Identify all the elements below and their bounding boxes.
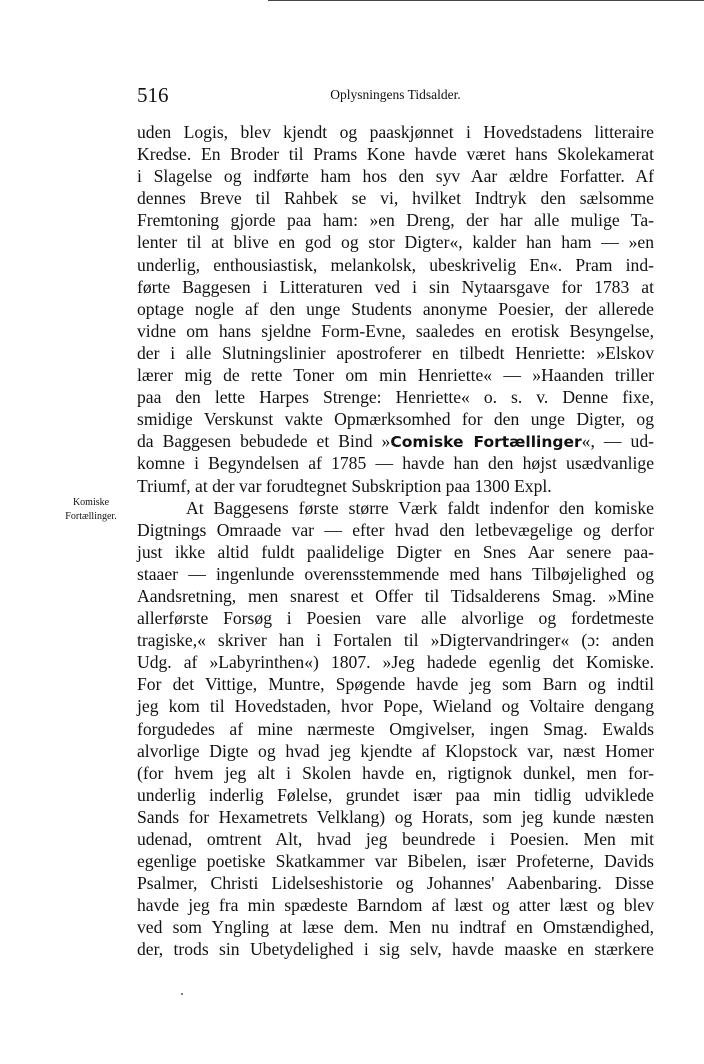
text-line: smidige Verskunst vakte Opmærksomhed for den unge Digter, og xyxy=(137,409,654,430)
text-line: jeg kom til Hovedstaden, hvor Pope, Wieland og Voltaire dengang xyxy=(137,696,654,717)
text-line: der i alle Slutningslinier apostroferer en tilbedt Henriette: »Elskov xyxy=(137,342,654,363)
text-line: underlig inderlig Følelse, grundet især paa min tidlig udviklede xyxy=(137,784,654,805)
margin-note-line: Fortællinger. xyxy=(65,511,117,522)
text-line: allerførste Forsøg i Poesien vare alle alvorlige og fordetmeste xyxy=(137,608,654,629)
text-segment: «, — ud- xyxy=(581,431,654,452)
text-segment: da Baggesen bebudede et Bind » xyxy=(137,431,391,452)
text-line: Triumf, at der var forudtegnet Subskription paa 1300 Expl. xyxy=(137,475,552,496)
running-title: Oplysningens Tidsalder. xyxy=(330,87,461,102)
text-line: forgudedes af mine nærmeste Omgivelser, ingen Smag. Ewalds xyxy=(137,718,654,739)
text-line: førte Baggesen i Litteraturen ved i sin Nytaarsgave for 1783 at xyxy=(137,276,654,297)
text-line: For det Vittige, Muntre, Spøgende havde jeg som Barn og indtil xyxy=(137,674,654,695)
text-line: tragiske,« skriver han i Fortalen til »Digtervandringer« (ɔ: anden xyxy=(137,630,654,651)
text-line: Fremtoning gjorde paa ham: »en Dreng, der har alle mulige Ta- xyxy=(137,210,654,231)
paper-speck xyxy=(181,993,183,995)
text-line: Aandsretning, men snarest et Offer til Tidsalderens Smag. »Mine xyxy=(137,585,654,606)
text-line: alvorlige Digte og hvad jeg kjendte af Klopstock var, næst Homer xyxy=(137,740,654,761)
text-line: uden Logis, blev kjendt og paaskjønnet i Hovedstadens litteraire xyxy=(137,122,654,142)
text-line xyxy=(137,430,654,452)
text-line: egenlige poetiske Skatkammer var Bibelen, især Profeterne, Davids xyxy=(137,851,654,872)
text-line: der, trods sin Ubetydelighed i sig selv, havde maaske en stærkere xyxy=(137,939,654,960)
margin-note xyxy=(50,496,132,524)
text-line: just ikke altid fuldt paalidelige Digter en Snes Aar senere paa- xyxy=(137,541,654,562)
text-line: vidne om hans sjeldne Form-Evne, saaledes en erotisk Besyngelse, xyxy=(137,320,654,341)
text-line: (for hvem jeg alt i Skolen havde en, rigtignok dunkel, men for- xyxy=(137,762,654,783)
page-number: 516 xyxy=(137,83,169,107)
text-line: ved som Yngling at læse dem. Men nu indtraf en Omstændighed, xyxy=(137,917,654,938)
book-title-emphasis: Comiske Fortællinger xyxy=(390,433,582,452)
text-line: staaer — ingenlunde overensstemmende med hans Tilbøjelighed og xyxy=(137,563,654,584)
text-line: Digtnings Omraade var — efter hvad den letbevægelige og derfor xyxy=(137,519,654,540)
paragraph-start-line: At Baggesens første større Værk faldt indenfor den komiske xyxy=(186,497,654,518)
text-line: lenter til at blive en god og stor Digter«, kalder han ham — »en xyxy=(137,232,654,253)
text-line: i Slagelse og indførte ham hos den syv Aar ældre Forfatter. Af xyxy=(137,166,654,187)
text-line: paa den lette Harpes Strenge: Henriette« o. s. v. Denne fixe, xyxy=(137,387,654,408)
top-rule xyxy=(268,0,704,1)
text-line: komne i Begyndelsen af 1785 — havde han den højst usædvanlige xyxy=(137,453,654,474)
text-line: udenad, omtrent Alt, hvad jeg beundrede i Poesien. Men mit xyxy=(137,829,654,849)
text-line: dennes Breve til Rahbek se vi, hvilket Indtryk den sælsomme xyxy=(137,188,654,209)
text-line: Psalmer, Christi Lidelseshistorie og Johannes' Aabenbaring. Disse xyxy=(137,873,654,894)
text-line: Udg. af »Labyrinthen«) 1807. »Jeg hadede egenlig det Komiske. xyxy=(137,652,654,673)
body-text xyxy=(137,121,654,961)
text-line: lærer mig de rette Toner om min Henriette« — »Haanden triller xyxy=(137,365,654,386)
page-header xyxy=(137,82,654,108)
text-line: Sands for Hexametrets Velklang) og Horats, som jeg kunde næsten xyxy=(137,806,654,827)
text-line: optage nogle af den unge Students anonyme Poesier, der allerede xyxy=(137,298,654,319)
text-line: Kredse. En Broder til Prams Kone havde været hans Skolekamerat xyxy=(137,144,654,165)
text-line: underlig, enthousiastisk, melankolsk, ubeskrivelig En«. Pram ind- xyxy=(137,254,654,275)
text-line: havde jeg fra min spædeste Barndom af læst og atter læst og blev xyxy=(137,895,654,916)
margin-note-line: Komiske xyxy=(72,497,110,508)
